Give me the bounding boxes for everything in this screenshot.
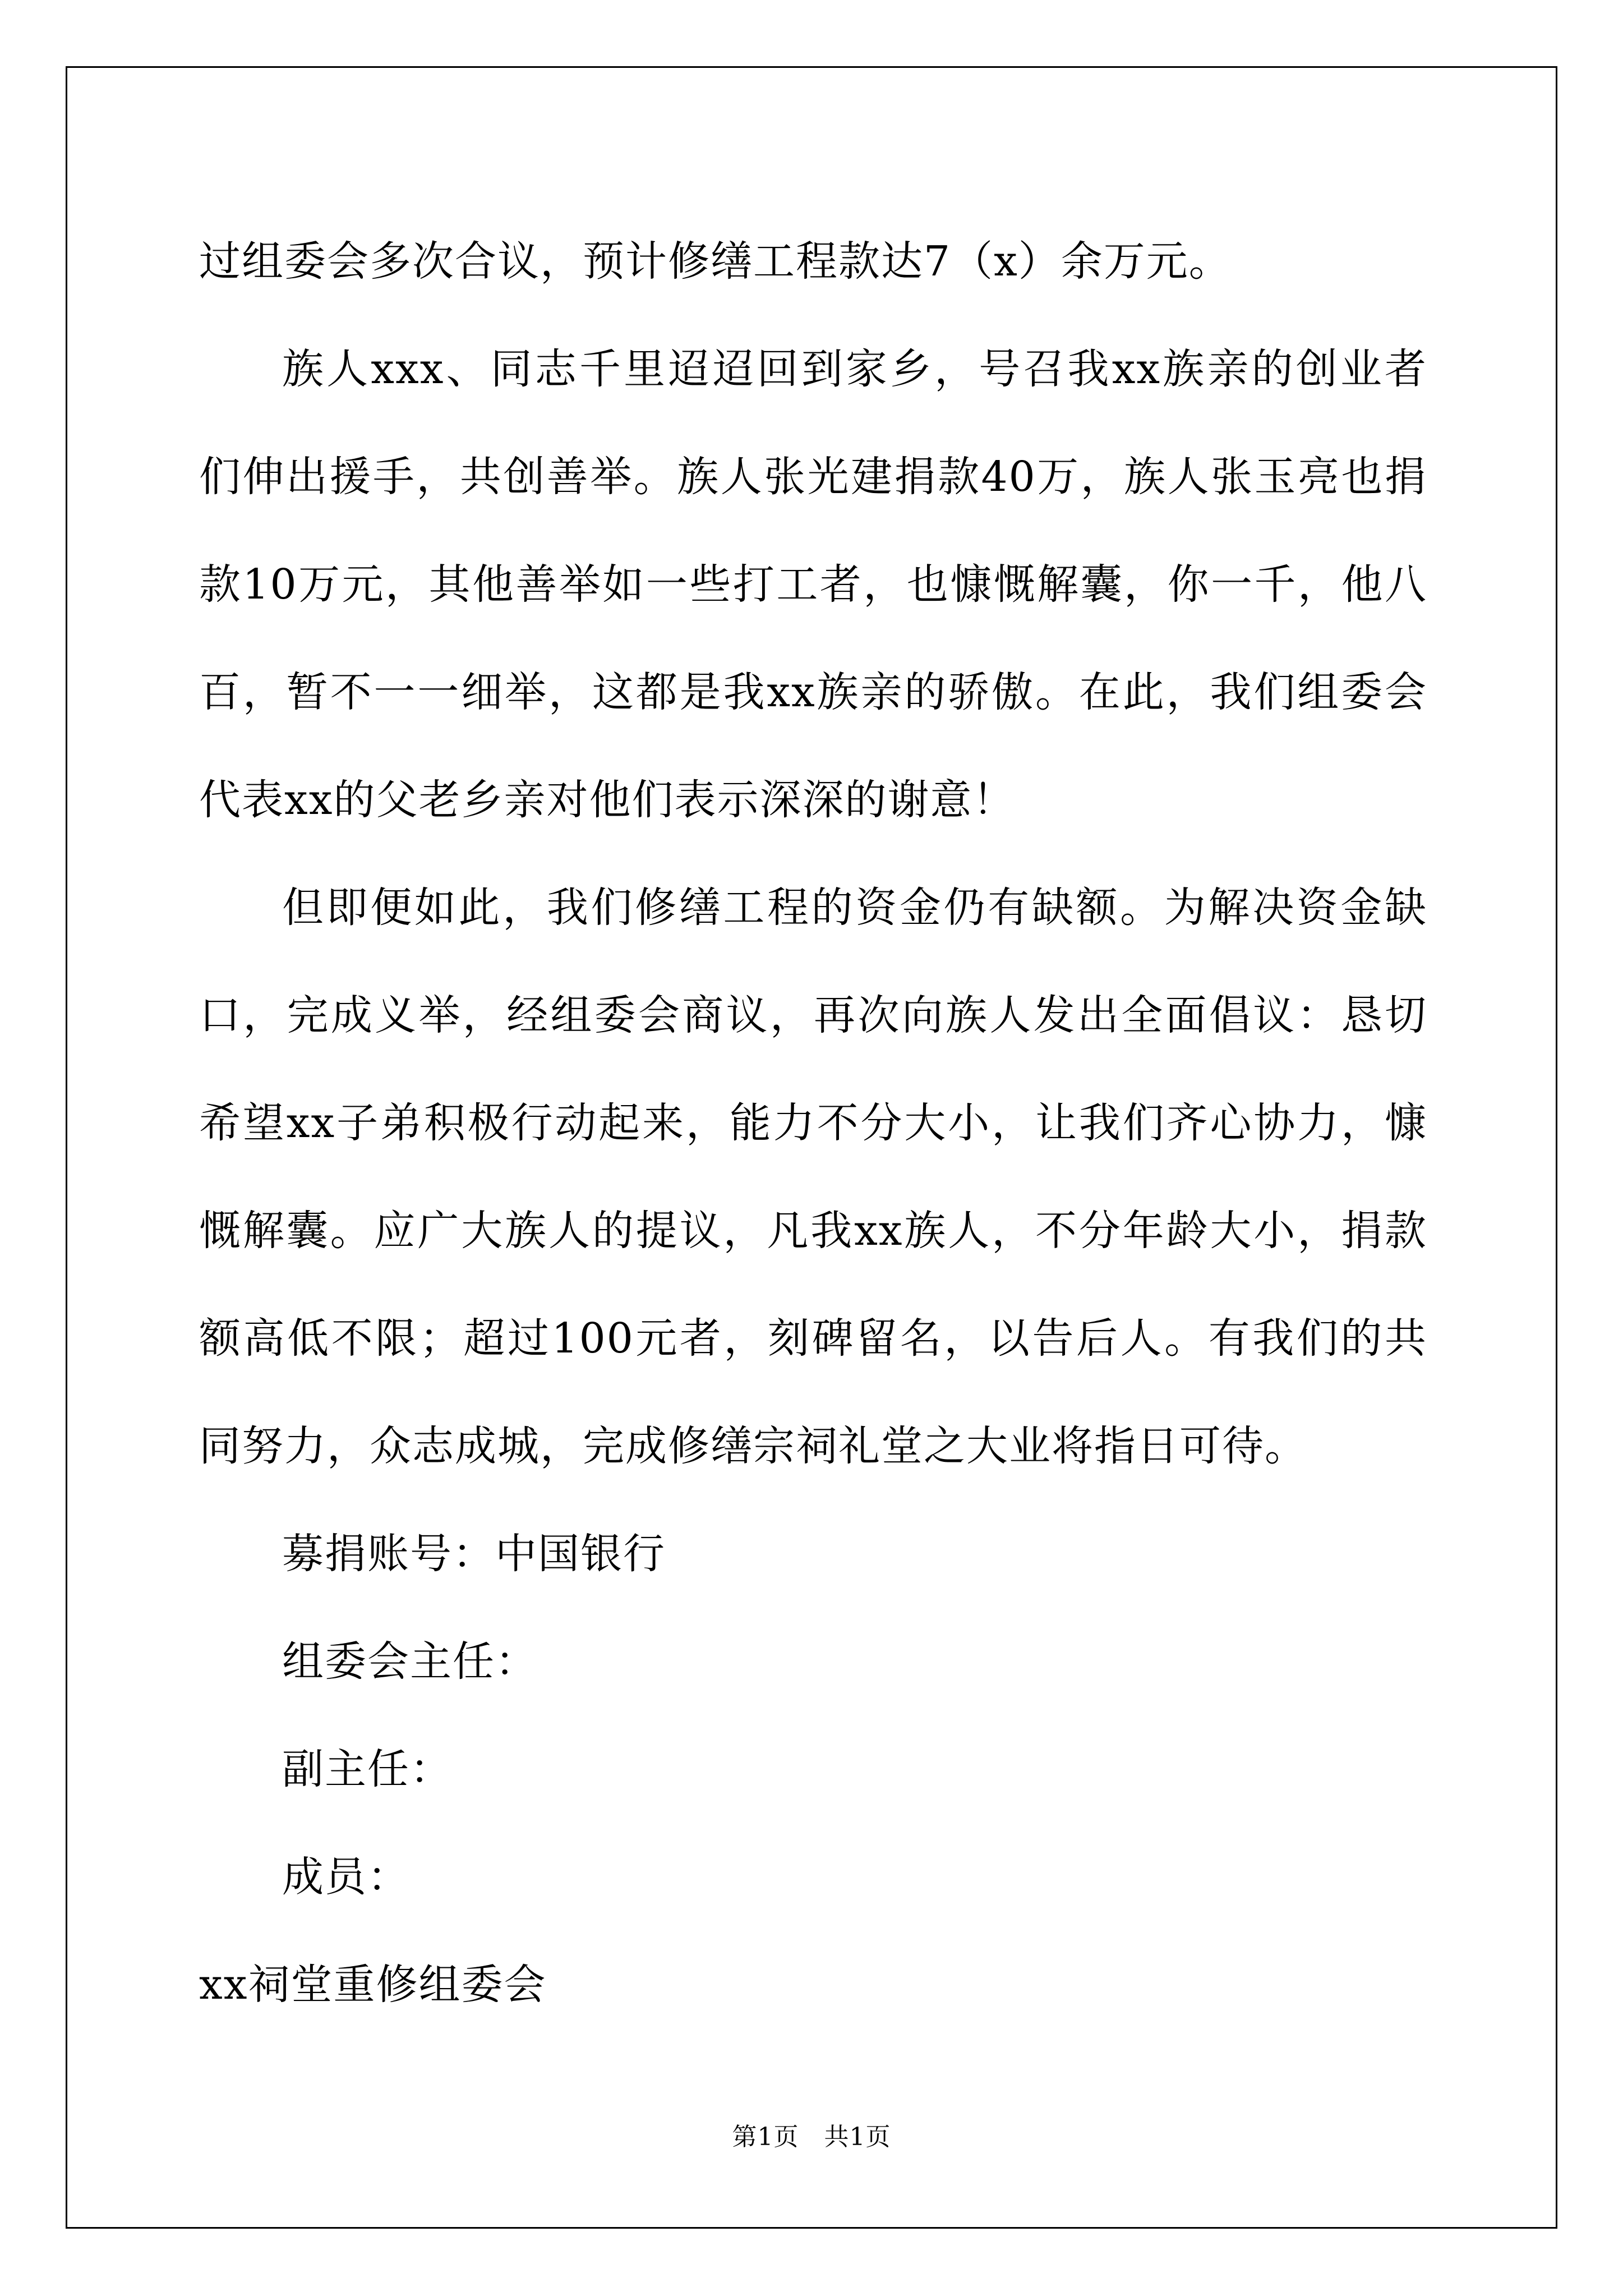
page-number-footer: 第1页 共1页 xyxy=(732,2123,891,2151)
bank-account-line: 募捐账号：中国银行 xyxy=(282,1530,666,1578)
members-line: 成员： xyxy=(282,1853,410,1901)
paragraph-continuation: 过组委会多次合议，预计修缮工程款达7（x）余万元。 xyxy=(199,237,1232,286)
document-body xyxy=(199,208,1427,2039)
signature-organization: xx祠堂重修组委会 xyxy=(199,1961,547,2009)
paragraph-appeal: 但即便如此，我们修缮工程的资金仍有缺额。为解决资金缺口，完成义举，经组委会商议，再次向族人发出全面倡议：恳切希望xx子弟积极行动起来，能力不分大小，让我们齐心协力，慷慨解囊。应广大族人的提议，凡我xx族人，不分年龄大小，捐款额高低不限；超过100元者，刻碑留名，以告后人。有我们的共同努力，众志成城，完成修缮宗祠礼堂之大业将指日可待。 xyxy=(199,884,1427,1470)
paragraph-donors: 族人xxx、同志千里迢迢回到家乡，号召我xx族亲的创业者们伸出援手，共创善举。族人张光建捐款40万，族人张玉亮也捐款10万元，其他善举如一些打工者，也慷慨解囊，你一千，他八百，暂不一一细举，这都是我xx族亲的骄傲。在此，我们组委会代表xx的父老乡亲对他们表示深深的谢意！ xyxy=(199,345,1427,824)
deputy-director-line: 副主任： xyxy=(282,1745,453,1793)
committee-director-line: 组委会主任： xyxy=(282,1637,538,1686)
